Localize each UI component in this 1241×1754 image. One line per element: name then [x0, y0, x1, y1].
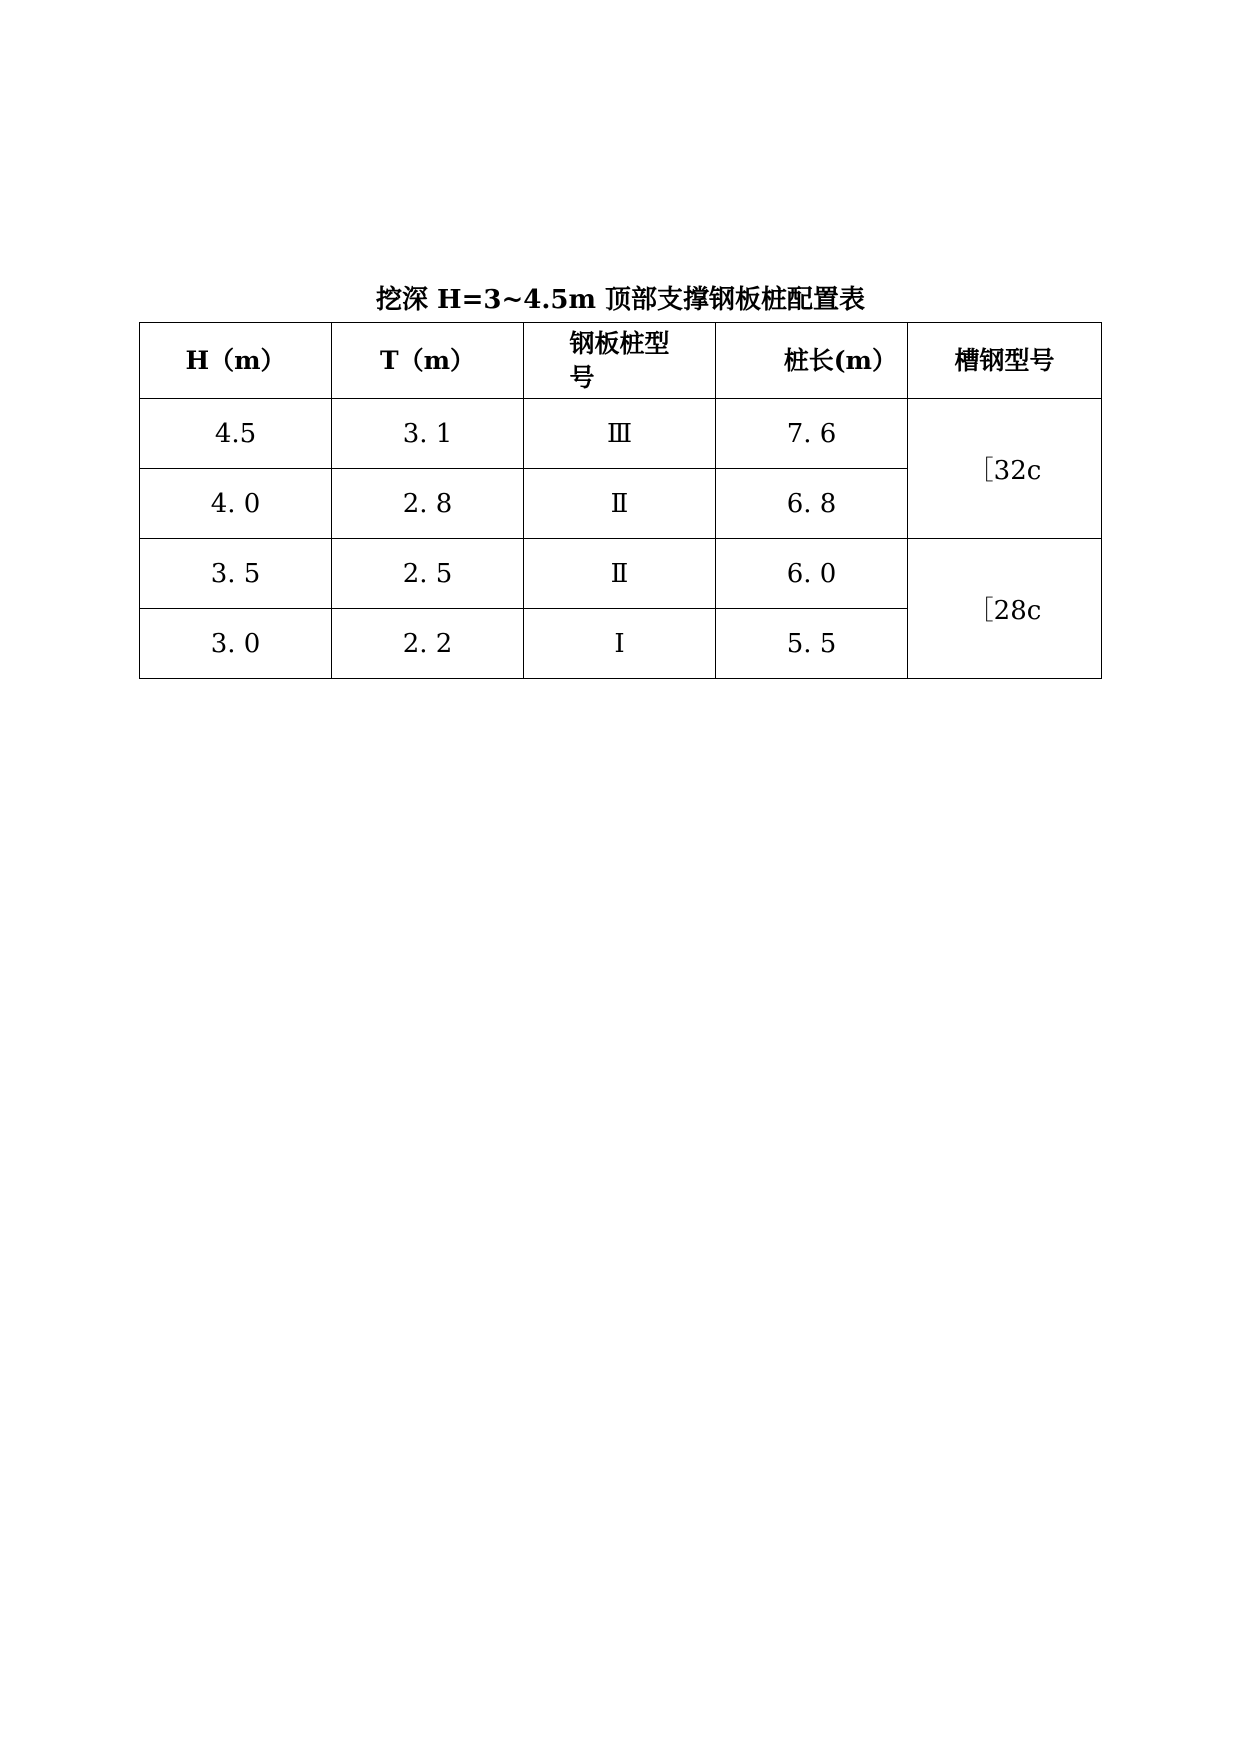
cell-pile-model: Ⅱ [524, 469, 716, 539]
cell-h: 4. 0 [140, 469, 332, 539]
cell-channel-model: ［32c [908, 399, 1102, 539]
cell-t: 2. 5 [332, 539, 524, 609]
header-channel-model [908, 323, 1102, 399]
cell-h: 3. 5 [140, 539, 332, 609]
cell-t: 2. 8 [332, 469, 524, 539]
pile-configuration-table [139, 322, 1102, 679]
cell-h: 3. 0 [140, 609, 332, 679]
cell-pile-model: Ⅱ [524, 539, 716, 609]
table-title: 挖深 H=3~4.5m 顶部支撑钢板桩配置表 [375, 285, 866, 315]
cell-pile-length: 6. 0 [716, 539, 908, 609]
header-h-label: H（m） [185, 345, 286, 375]
table-row [140, 539, 1102, 609]
cell-h: 4.5 [140, 399, 332, 469]
header-h [140, 323, 332, 399]
cell-pile-length: 5. 5 [716, 609, 908, 679]
header-pile-model-label: 钢板桩型号 [569, 328, 670, 392]
cell-channel-model: ［28c [908, 539, 1102, 679]
header-channel-model-label: 槽钢型号 [954, 345, 1055, 375]
cell-pile-model: Ⅰ [524, 609, 716, 679]
header-pile-length-label: 桩长(m） [783, 345, 897, 375]
header-t [332, 323, 524, 399]
cell-pile-model: Ⅲ [524, 399, 716, 469]
cell-t: 2. 2 [332, 609, 524, 679]
cell-pile-length: 7. 6 [716, 399, 908, 469]
cell-pile-length: 6. 8 [716, 469, 908, 539]
table-row [140, 399, 1102, 469]
header-pile-length [716, 323, 908, 399]
header-pile-model [524, 323, 716, 399]
cell-t: 3. 1 [332, 399, 524, 469]
table-header-row [140, 323, 1102, 399]
header-t-label: T（m） [379, 345, 476, 375]
